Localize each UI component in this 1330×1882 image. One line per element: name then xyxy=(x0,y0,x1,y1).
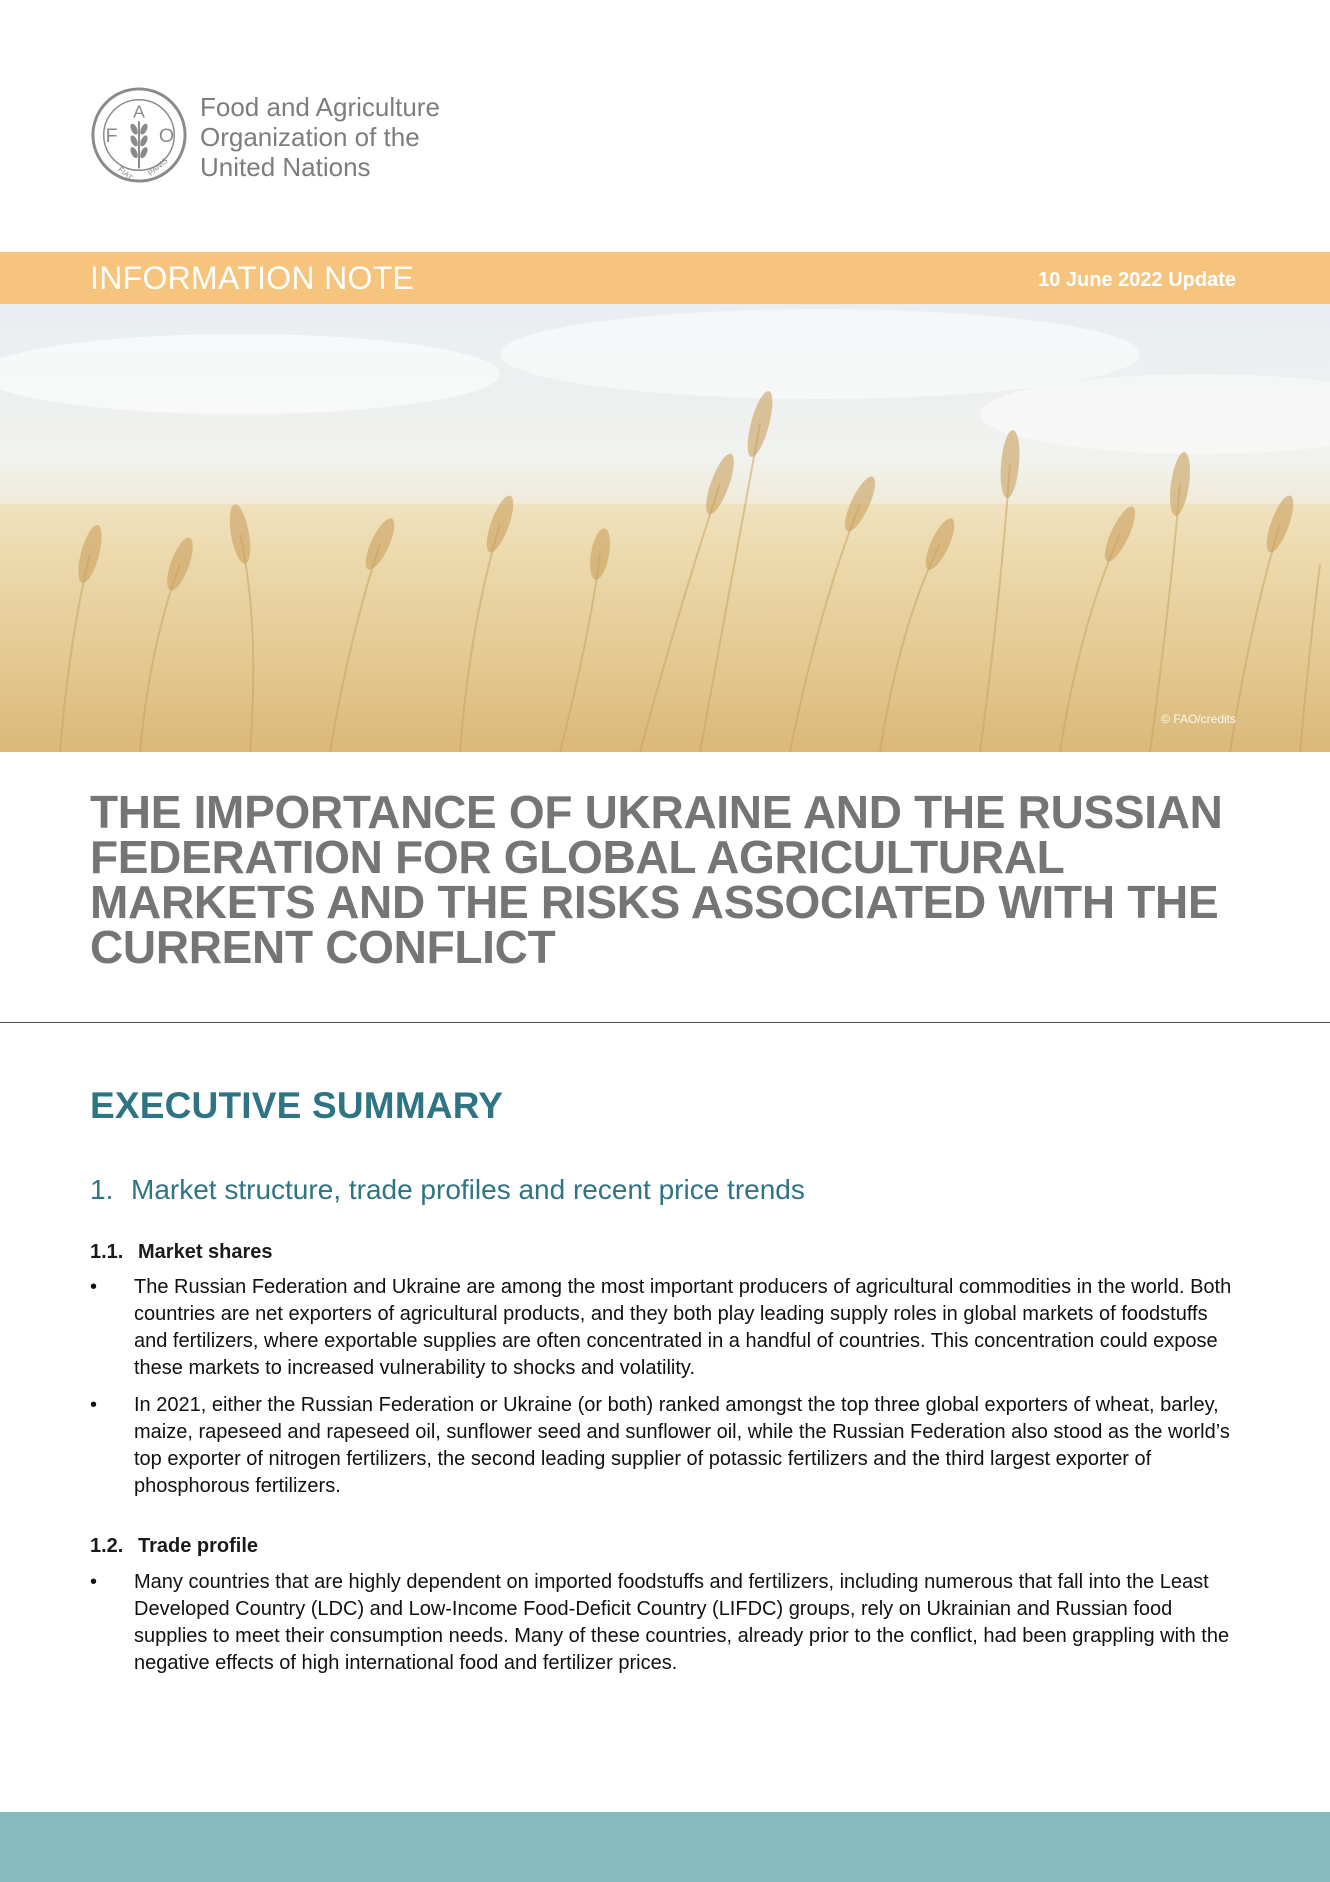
footer-band xyxy=(0,1812,1330,1882)
market-shares-list xyxy=(90,1274,1240,1510)
organization-line: Food and Agriculture xyxy=(200,92,440,122)
svg-text:A: A xyxy=(133,101,145,122)
trade-profile-list xyxy=(90,1569,1240,1687)
subsection-title: Market shares xyxy=(138,1241,273,1263)
fao-logo xyxy=(90,86,440,184)
list-item: • Many countries that are highly dependent on imported foodstuffs and fertilizers, including numerous that fall into the Least Developed Country (LDC) and Low-Income Food-Deficit Country (LIFDC) groups, rely on Ukrainian and Russian food supplies to meet their consumption needs. Many of these countries, already prior to the conflict, had been grappling with the negative effects of high international food and fertilizer prices. xyxy=(90,1569,1240,1677)
information-note-band xyxy=(0,252,1330,304)
section-number: 1. xyxy=(90,1174,114,1205)
section-heading xyxy=(90,1174,805,1206)
organization-line: United Nations xyxy=(200,152,371,182)
list-item: • The Russian Federation and Ukraine are among the most important producers of agricultural commodities in the world. Both countries are net exporters of agricultural products, and they both play leading supply roles in global markets of foodstuffs and fertilizers, where exportable supplies are often concentrated in a handful of countries. This concentration could expose these markets to increased vulnerability to shocks and volatility. xyxy=(90,1274,1240,1382)
wheat-field-image xyxy=(0,304,1330,752)
subsection-heading-trade-profile xyxy=(90,1535,258,1558)
executive-summary-heading: EXECUTIVE SUMMARY xyxy=(90,1085,504,1126)
section-title: Market structure, trade profiles and recent price trends xyxy=(131,1174,805,1205)
svg-text:F: F xyxy=(105,124,118,147)
svg-text:PANIS: PANIS xyxy=(146,156,170,178)
subsection-number: 1.2. xyxy=(90,1535,124,1557)
svg-text:O: O xyxy=(158,124,175,147)
organization-name xyxy=(200,92,440,182)
photo-credit: © FAO/credits xyxy=(1161,712,1236,726)
list-item: • In 2021, either the Russian Federation or Ukraine (or both) ranked amongst the top three global exporters of wheat, barley, maize, rapeseed and rapeseed oil, sunflower seed and sunflower oil, while the Russian Federation also stood as the world’s top exporter of nitrogen fertilizers, the second leading supplier of potassic fertilizers and the third largest exporter of phosphorous fertilizers. xyxy=(90,1392,1240,1500)
organization-line: Organization of the xyxy=(200,122,420,152)
subsection-number: 1.1. xyxy=(90,1241,124,1263)
update-date: 10 June 2022 Update xyxy=(1038,269,1236,291)
subsection-heading-market-shares xyxy=(90,1241,273,1264)
title-divider xyxy=(0,1022,1330,1023)
subsection-title: Trade profile xyxy=(138,1535,259,1557)
fao-emblem-icon xyxy=(90,86,188,184)
document-title: THE IMPORTANCE OF UKRAINE AND THE RUSSIAN FEDERATION FOR GLOBAL AGRICULTURAL MARKETS AND THE RISKS ASSOCIATED WITH THE CURRENT CONFLICT xyxy=(90,786,1223,973)
svg-text:FIAT: FIAT xyxy=(116,164,135,183)
information-note-label: INFORMATION NOTE xyxy=(90,260,415,296)
